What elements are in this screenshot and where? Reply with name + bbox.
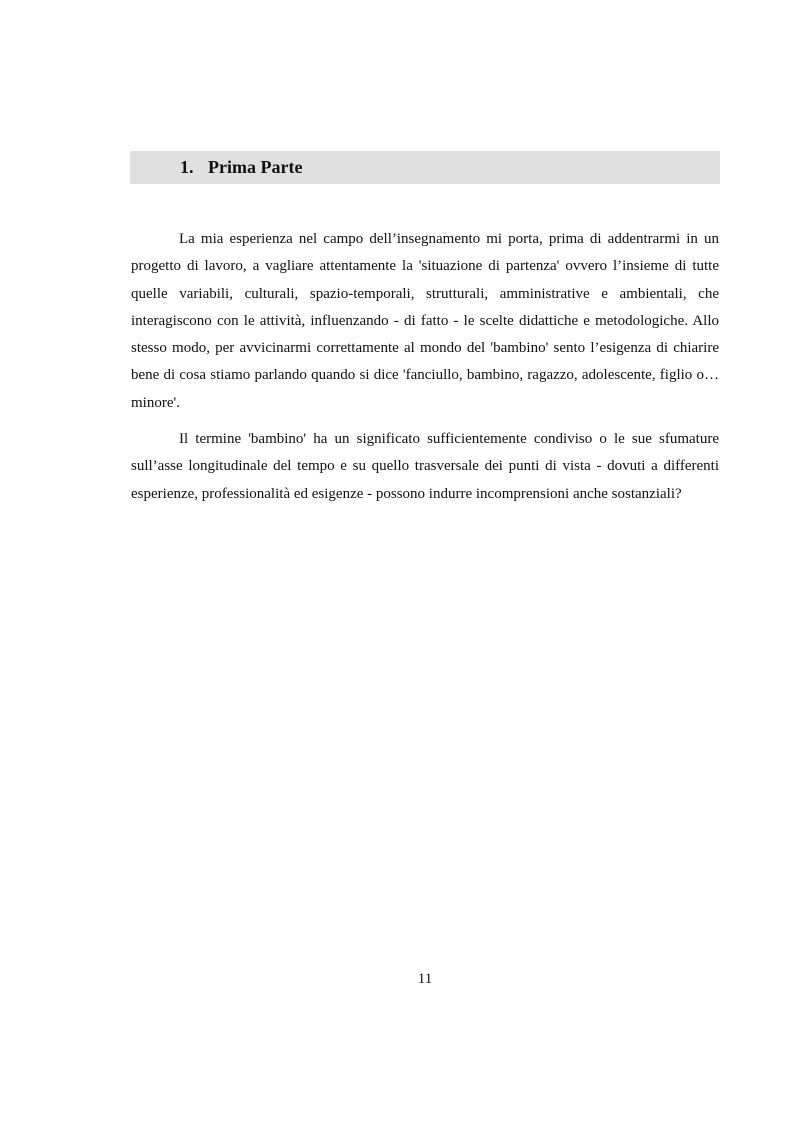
page-number: 11 <box>417 971 433 987</box>
section-heading-bar <box>130 151 720 184</box>
section-number: 1. <box>180 157 194 177</box>
section-title: Prima Parte <box>208 157 303 177</box>
body-text <box>131 226 719 517</box>
section-heading <box>180 151 302 184</box>
paragraph-2: Il termine 'bambino' ha un significato sufficientemente condiviso o le sue sfumature sull’asse longitudinale del tempo e su quello trasversale dei punti di vista - dovuti a differenti esperienze, professionalità ed esigenze - possono indurre incomprensioni anche sostanziali? <box>131 431 719 502</box>
paragraph-1: La mia esperienza nel campo dell’insegnamento mi porta, prima di addentrarmi in un progetto di lavoro, a vagliare attentamente la 'situazione di partenza' ovvero l’insieme di tutte quelle variabili, culturali, spazio-temporali, strutturali, amministrative e ambientali, che interagiscono con le attività, influenzando - di fatto - le scelte didattiche e metodologiche. Allo stesso modo, per avvicinarmi correttamente al mondo del 'bambino' sento l’esigenza di chiarire bene di cosa stiamo parlando quando si dice 'fanciullo, bambino, ragazzo, adolescente, figlio o… minore'. <box>131 231 719 411</box>
